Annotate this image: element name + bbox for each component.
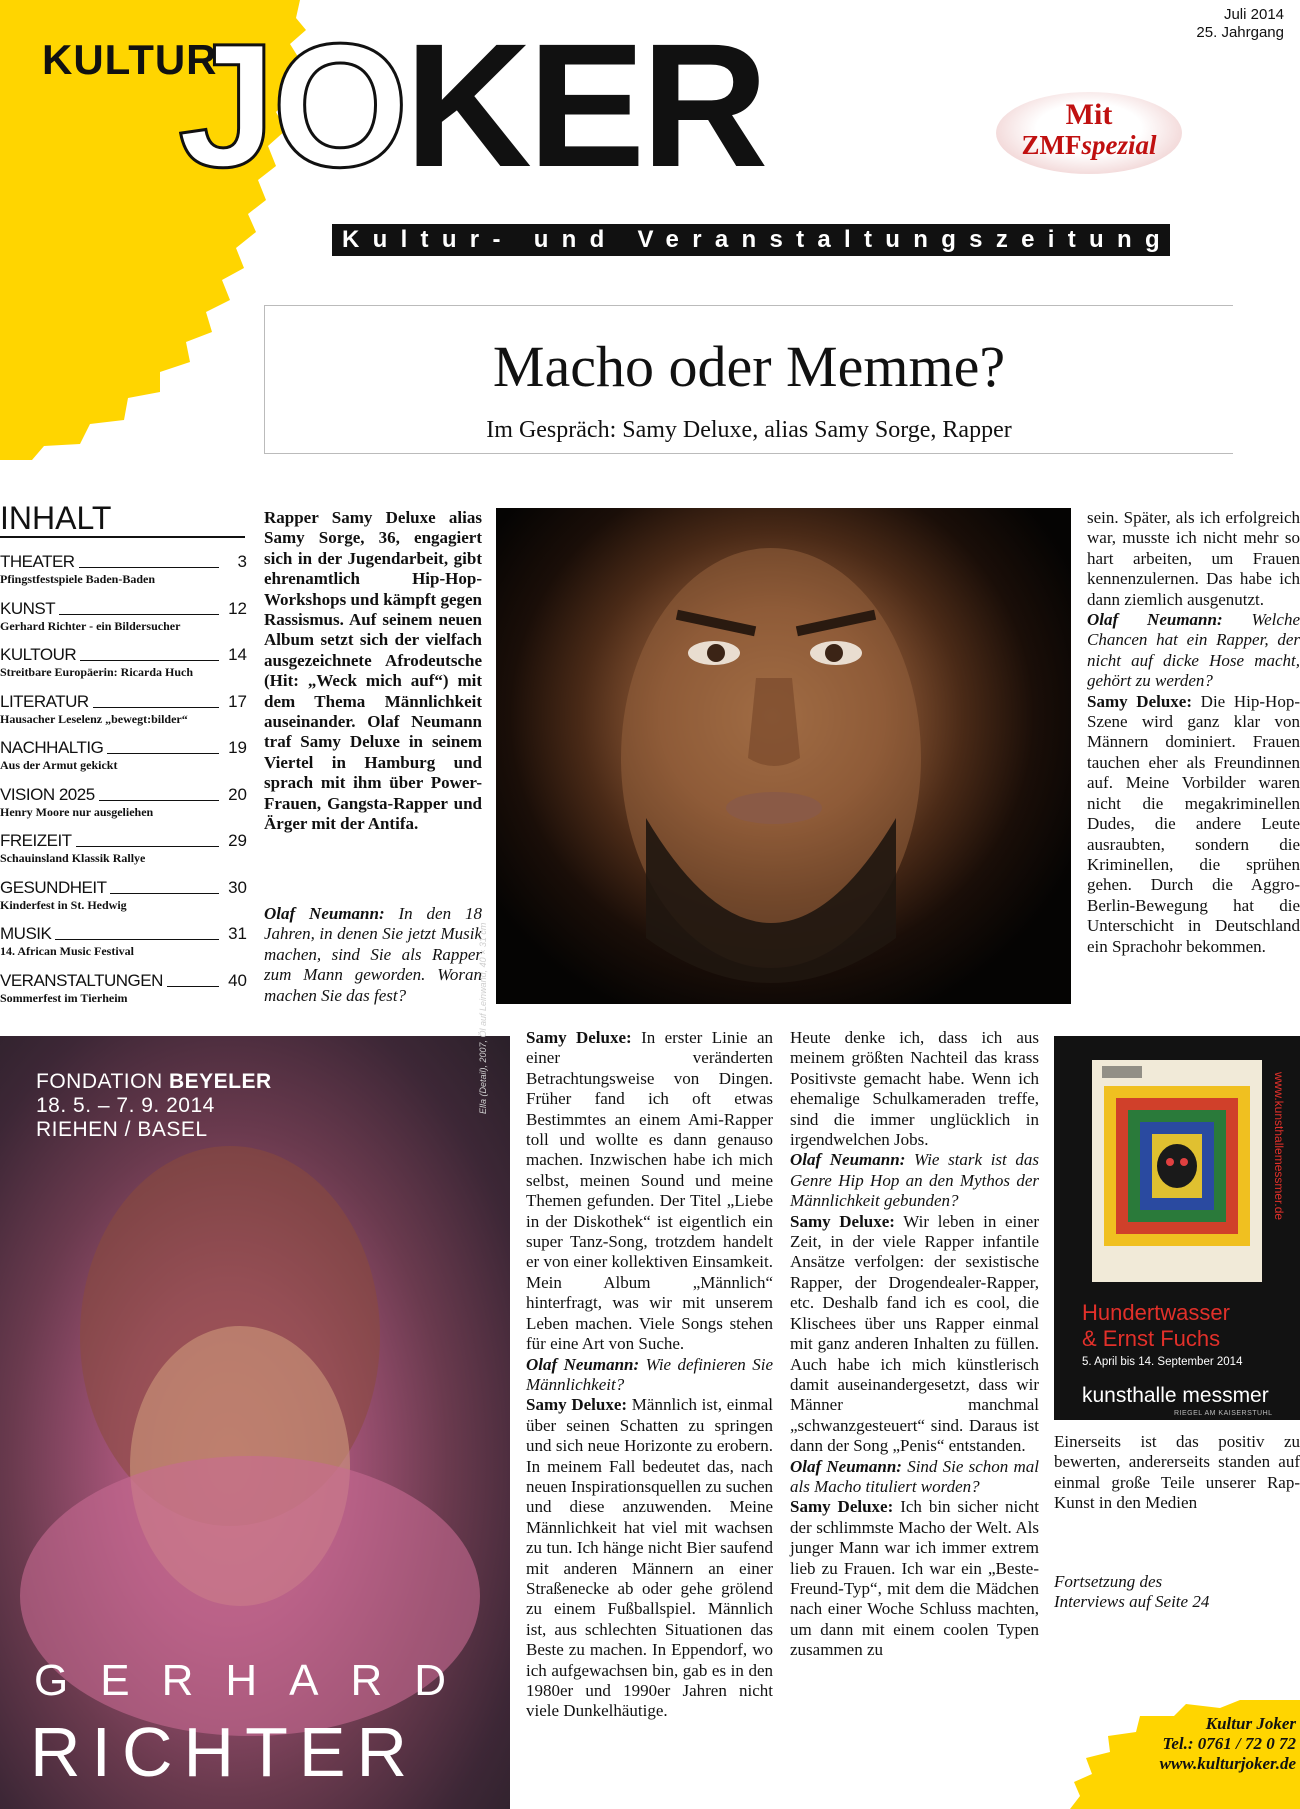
badge-line2 (996, 130, 1182, 160)
speaker-label: Samy Deluxe: (526, 1028, 632, 1047)
article-intro: Rapper Samy Deluxe alias Samy Sorge, 36, engagiert sich in der Jugendarbeit, gibt ehrenamtlich Hip-Hop-Workshops und kämpft gegen Rassismus. Auf seinem neuen Album setzt sich der vielfach ausgezeichnete Afrodeutsche (Hit: „Weck mich auf“) mit dem Thema Männlichkeit auseinander. Olaf Neumann traf Samy Deluxe in seinem Viertel in Hamburg und sprach mit ihm über Power-Frauen, Gangsta-Rapper und Ärger mit der Antifa. (264, 508, 482, 834)
speaker-label: Samy Deluxe: (526, 1395, 628, 1415)
question-text: Wie definieren Sie Männlichkeit? (526, 1354, 773, 1394)
toc-page: 31 (228, 924, 247, 943)
contact-name: Kultur Joker (1205, 1714, 1296, 1733)
toc-leader (79, 567, 219, 568)
speaker-label: Olaf Neumann: (264, 904, 385, 923)
toc-leader (80, 660, 219, 661)
article-column-right (1087, 508, 1300, 957)
ad-messmer-brand: kunsthalle messmer (1082, 1384, 1269, 1407)
toc-page: 20 (228, 784, 247, 804)
toc-item[interactable] (0, 692, 247, 739)
toc-leader (167, 986, 219, 987)
ad-beyeler-artist-last: RICHTER (30, 1713, 419, 1791)
continued-note: Fortsetzung des Interviews auf Seite 24 (1054, 1572, 1210, 1611)
article-question-1 (264, 904, 482, 1006)
speaker-label: Olaf Neumann: (526, 1354, 640, 1374)
toc-teaser: Sommerfest im Tierheim (0, 990, 128, 1005)
ad-messmer-title-line2: & Ernst Fuchs (1082, 1326, 1221, 1351)
toc-teaser: Schauinsland Klassik Rallye (0, 851, 146, 865)
toc-item[interactable] (0, 738, 247, 785)
ad-beyeler-header (36, 1070, 272, 1142)
toc-leader (93, 707, 219, 708)
toc-teaser: Kinderfest in St. Hedwig (0, 897, 127, 912)
toc-section: LITERATUR (0, 691, 89, 711)
toc-leader (110, 893, 219, 894)
article-column-3 (790, 1028, 1039, 1661)
toc-item[interactable] (0, 878, 247, 925)
speaker-label: Samy Deluxe: (1087, 691, 1192, 711)
ad-kunsthalle-messmer[interactable] (1054, 1036, 1300, 1420)
ad-messmer-title (1082, 1300, 1230, 1352)
ad-hundertwasser-painting (1092, 1060, 1262, 1282)
toc-teaser: Streitbare Europäerin: Ricarda Huch (0, 665, 193, 679)
speaker-label: Olaf Neumann: (790, 1456, 902, 1476)
ad-beyeler-caption: Ella (Detail), 2007, Öl auf Leinwand, 40 × 31 cm (478, 922, 488, 1114)
toc-section: VISION 2025 (0, 784, 95, 804)
ad-messmer-brand-sub: RIEGEL AM KAISERSTUHL (1174, 1410, 1273, 1417)
toc-section: VERANSTALTUNGEN (0, 970, 163, 990)
brand-kultur: KULTUR (42, 36, 218, 83)
issue-info (1196, 6, 1284, 42)
toc-section: MUSIK (0, 924, 52, 943)
answer-text: Männlich ist, einmal über seinen Schatten zu springen und sich neue Horizonte zu erobern. In meinem Fall bedeutet das, nach neuen Inspirationsquellen zu suchen und diese anzuwenden. Meine Männlichkeit hat viel mit wachsen zu tun. Ich hänge nicht Bier saufend mit anderen Männern an einer Straßenecke ab oder gehe grölend zu einem Fußballspiel. Männlich ist, aus schlechten Situationen das Beste zu machen. In Eppendorf, wo ich aufgewachsen bin, gab es in den 1980er und 1990er Jahren nicht viele Dunkelhäutige. (526, 1395, 773, 1721)
toc-leader (99, 800, 219, 801)
paragraph: Heute denke ich, dass ich aus meinem größten Nachteil das krass Positivste gemacht habe. Wenn ich ehemalige Schulkameraden treffe, sind die immer unglücklich in irgendwelchen Jobs. (790, 1028, 1039, 1150)
toc-item[interactable] (0, 785, 247, 832)
toc-section: KUNST (0, 598, 56, 618)
toc-section: NACHHALTIG (0, 738, 104, 757)
toc-page: 17 (228, 691, 247, 711)
article-column-2 (526, 1028, 773, 1722)
answer-text: Ich bin sicher nicht der schlimmste Macho der Welt. Als junger Mann war ich immer extrem lieb zu Frauen. Ich war ein „Beste-Freund-Typ“, mit dem die Mädchen nach einer Woche Schluss machten, um dann mit einem coolen Typen zusammen zu (790, 1497, 1040, 1660)
toc-page: 14 (228, 645, 247, 664)
toc-divider (0, 536, 245, 538)
zmf-special-badge (996, 92, 1182, 174)
speaker-label: Samy Deluxe: (790, 1497, 894, 1517)
issue-month: Juli 2014 (1223, 6, 1284, 23)
toc-leader (55, 939, 219, 940)
ad-messmer-title-line1: Hundertwasser (1082, 1300, 1230, 1325)
toc-page: 12 (228, 598, 247, 618)
answer-text: Wir leben in einer Zeit, in der viele Rapper infantile Ansätze verfolgen: der sexistische Rapper, der Drogendealer-Rapper, etc. Deshalb fand ich es cool, die Klischees über uns Rapper einmal mit ganz anderen Inhalten zu füllen. Auch habe ich mich künstlerisch damit auseinandergesetzt, dass wir Männer manchmal „schwanzgesteuert“ sind. Daraus ist dann der Song „Penis“ entstanden. (790, 1211, 1039, 1456)
question-text: Welche Chancen hat ein Rapper, der nicht auf dicke Hose macht, gehört zu werden? (1087, 610, 1300, 691)
question-text: Wie stark ist das Genre Hip Hop an den Mythos der Männlichkeit gebunden? (790, 1150, 1040, 1211)
answer-text: In erster Linie an einer veränderten Betrachtungsweise von Dingen. Früher fand ich oft etwas Bestimmtes an einem Ami-Rapper toll und wollte es dann genauso machen. Inzwischen habe ich mich selbst, meinen Sound und meine Themen gefunden. Der Titel „Liebe in der Diskothek“ ist eigentlich ein super Tanz-Song, trotzdem handelt er von einer kollektiven Einsamkeit. Mein Album „Männlich“ hinterfragt, was wir mit unserem Leben machen. Viele Songs stehen für eine Art von Suche. (526, 1028, 774, 1354)
toc-item[interactable] (0, 971, 247, 1018)
toc-teaser: 14. African Music Festival (0, 944, 134, 958)
toc-section: KULTOUR (0, 645, 77, 664)
brand-joker-ker: KER (404, 8, 765, 204)
toc-title: INHALT (0, 500, 112, 536)
toc-section: GESUNDHEIT (0, 877, 107, 897)
toc-item[interactable] (0, 552, 247, 599)
badge-spezial: spezial (1081, 130, 1157, 160)
toc-section: FREIZEIT (0, 831, 72, 850)
ad-beyeler-fondation: FONDATION (36, 1070, 169, 1093)
page-subheadline: Im Gespräch: Samy Deluxe, alias Samy Sorge, Rapper (486, 417, 1012, 443)
speaker-label: Olaf Neumann: (1087, 610, 1223, 630)
toc-leader (107, 753, 219, 754)
speaker-label: Olaf Neumann: (790, 1150, 906, 1170)
article-column-4: Einerseits ist das positiv zu bewerten, andererseits standen auf einmal große Teile unserer Rap-Kunst in den Medien (1054, 1432, 1300, 1513)
brand-joker-jo: JO (178, 8, 405, 204)
toc-item[interactable] (0, 599, 247, 646)
ad-beyeler-name: BEYELER (168, 1070, 272, 1093)
toc-leader (59, 614, 219, 615)
answer-text: Die Hip-Hop-Szene wird ganz klar von Männern dominiert. Frauen tauchen eher als Freundinnen auf. Meine Vorbilder waren nicht die megakriminellen Dudes, die andere Leute ausraubten, sondern die Kriminellen, die sprühen gehen. Durch die Aggro-Berlin-Bewegung hat die Unterschicht in Deutschland ein Sprachohr bekommen. (1087, 691, 1300, 956)
paragraph: sein. Später, als ich erfolgreich war, musste ich nicht mehr so hart arbeiten, um Frauen kennenzulernen. Das habe ich dann ziemlich ausgenutzt. (1087, 508, 1300, 609)
toc-teaser: Hausacher Leselenz „bewegt:bilder“ (0, 711, 188, 726)
headline-box (264, 305, 1233, 454)
badge-zmf: ZMF (1021, 130, 1082, 160)
spiral-painting-graphic (1092, 1060, 1262, 1282)
ad-beyeler-institution (36, 1070, 272, 1094)
question-text: Sind Sie schon mal als Macho tituliert worden? (790, 1456, 1040, 1496)
ad-messmer-url[interactable]: www.kunsthallemessmer.de (1272, 1072, 1286, 1221)
contact-website[interactable]: www.kulturjoker.de (1159, 1754, 1296, 1773)
ad-beyeler-location: RIEHEN / BASEL (36, 1118, 208, 1141)
toc-section: THEATER (0, 552, 75, 571)
page-headline: Macho oder Memme? (492, 334, 1006, 399)
brand-joker-logo (178, 8, 765, 204)
toc-item[interactable] (0, 831, 247, 878)
ad-messmer-dates: 5. April bis 14. September 2014 (1082, 1356, 1243, 1368)
tagline-bar: Kultur- und Veranstaltungszeitung (332, 224, 1170, 256)
toc-teaser: Aus der Armut gekickt (0, 758, 118, 772)
toc-item[interactable] (0, 645, 247, 692)
toc-page: 30 (228, 877, 247, 897)
toc-list (0, 552, 247, 1017)
toc-item[interactable] (0, 924, 247, 971)
toc-teaser: Henry Moore nur ausgeliehen (0, 804, 154, 819)
badge-line1: Mit (1065, 98, 1113, 131)
portrait-illustration (496, 508, 1071, 1004)
question-text: In den 18 Jahren, in denen Sie jetzt Musik machen, sind Sie als Rapper zum Mann geworden. Woran machen Sie das fest? (264, 904, 482, 1005)
speaker-label: Samy Deluxe: (790, 1211, 895, 1231)
issue-volume: 25. Jahrgang (1196, 24, 1284, 41)
toc-leader (76, 846, 219, 847)
ad-beyeler-dates: 18. 5. – 7. 9. 2014 (36, 1094, 215, 1117)
toc-page: 19 (228, 738, 247, 757)
contact-phone[interactable]: Tel.: 0761 / 72 0 72 (1162, 1734, 1296, 1753)
toc-page: 40 (228, 970, 247, 990)
contact-info (1070, 1714, 1296, 1774)
toc-teaser: Pfingstfestspiele Baden-Baden (0, 572, 156, 586)
toc-teaser: Gerhard Richter - ein Bildersucher (0, 618, 181, 633)
ad-beyeler-artist-first: GERHARD (34, 1656, 479, 1705)
toc-page: 3 (237, 552, 247, 571)
toc-page: 29 (228, 831, 247, 850)
portrait-photo (496, 508, 1071, 1004)
